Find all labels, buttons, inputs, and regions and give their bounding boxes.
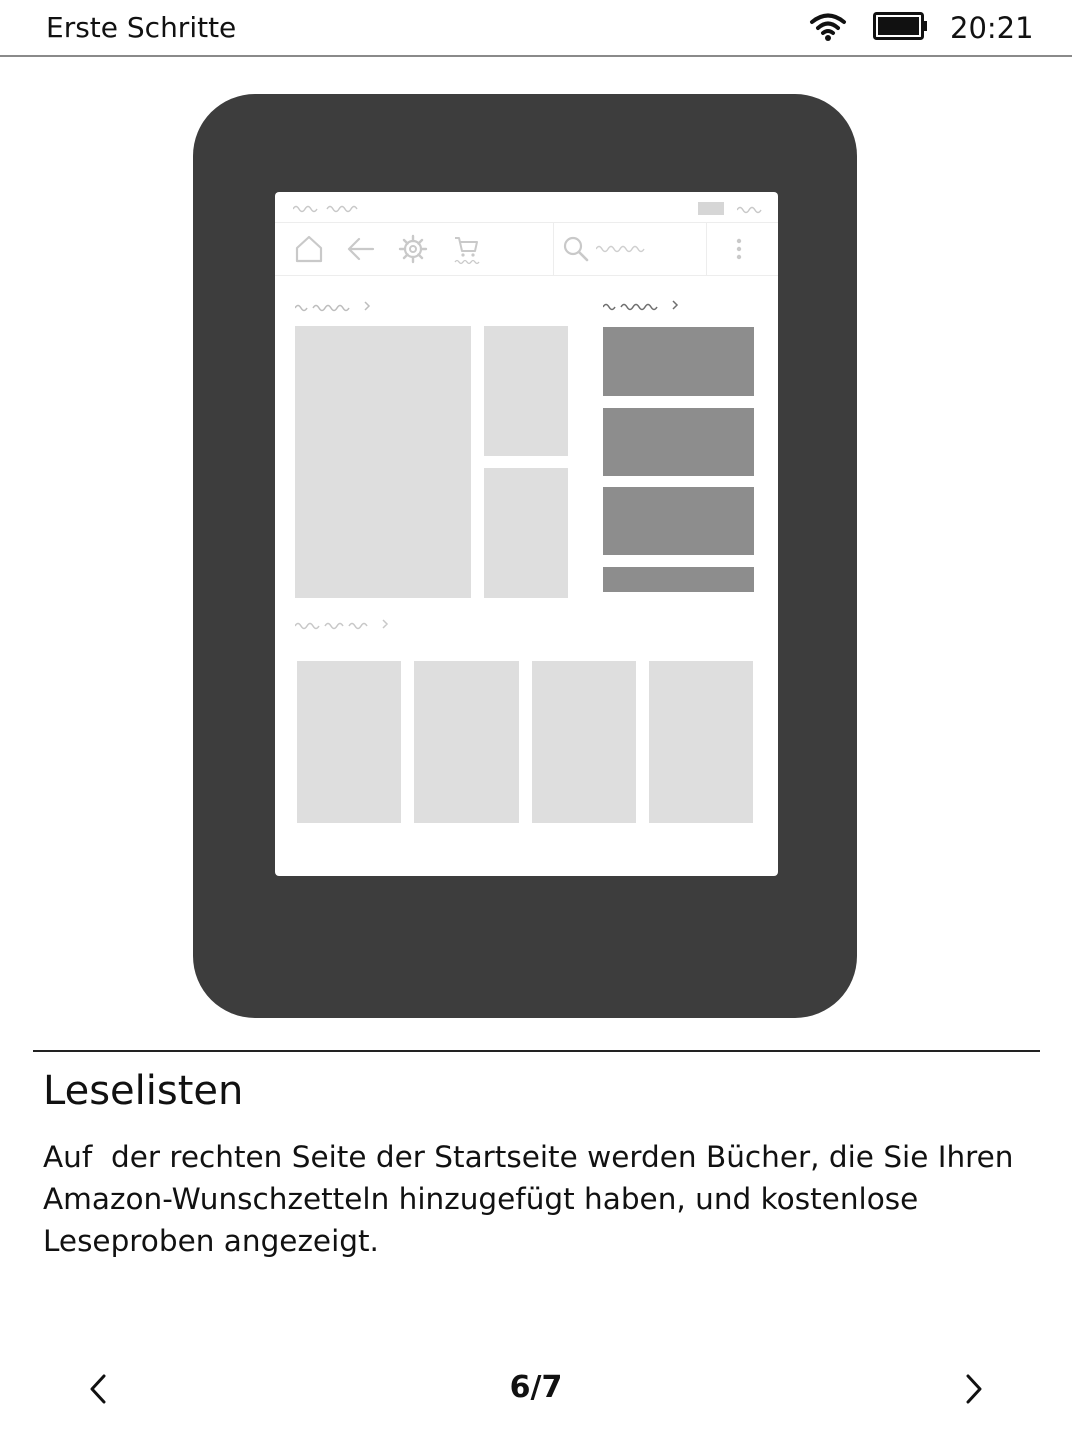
status-time: 20:21 [950, 11, 1034, 45]
page-indicator: 6/7 [509, 1370, 563, 1405]
book-cover-placeholder [649, 661, 753, 823]
reading-list-item-placeholder [603, 567, 754, 592]
chevron-left-icon [87, 1372, 109, 1406]
battery-icon [873, 11, 929, 41]
book-cover-placeholder [484, 468, 568, 598]
book-cover-placeholder [295, 326, 471, 598]
book-cover-placeholder [297, 661, 401, 823]
mini-battery-placeholder [698, 202, 724, 215]
previous-page-button[interactable] [68, 1362, 128, 1416]
mini-search-field [553, 223, 707, 275]
next-page-button[interactable] [944, 1362, 1004, 1416]
cart-icon [451, 233, 483, 265]
placeholder-text-squiggle [293, 203, 365, 213]
reading-list-item-placeholder [603, 327, 754, 396]
status-bar [0, 0, 1072, 57]
placeholder-heading-squiggle [603, 298, 679, 312]
reading-list-item-placeholder [603, 487, 754, 555]
settings-icon [397, 233, 429, 265]
placeholder-heading-squiggle [295, 617, 391, 631]
kindle-device-illustration [193, 94, 857, 1018]
search-icon [562, 235, 590, 263]
placeholder-text-squiggle [737, 204, 763, 214]
chevron-right-icon [963, 1372, 985, 1406]
status-title: Erste Schritte [46, 11, 237, 44]
home-icon [293, 233, 325, 265]
section-body: Auf der rechten Seite der Startseite werden Bücher, die Sie Ihren Amazon-Wunschzetteln hinzugefügt haben, und kostenlose Leseproben angezeigt. [43, 1140, 1023, 1258]
reading-list-item-placeholder [603, 408, 754, 476]
book-cover-placeholder [484, 326, 568, 456]
divider [33, 1050, 1040, 1052]
device-screen [275, 192, 778, 876]
mini-toolbar [275, 223, 778, 276]
section-heading: Leselisten [43, 1068, 244, 1114]
book-cover-placeholder [532, 661, 636, 823]
placeholder-heading-squiggle [295, 299, 371, 313]
menu-dots-icon [723, 233, 755, 265]
wifi-icon [808, 10, 848, 42]
placeholder-text-squiggle [596, 243, 652, 253]
book-cover-placeholder [414, 661, 519, 823]
back-icon [345, 233, 377, 265]
mini-status-bar [275, 192, 778, 223]
